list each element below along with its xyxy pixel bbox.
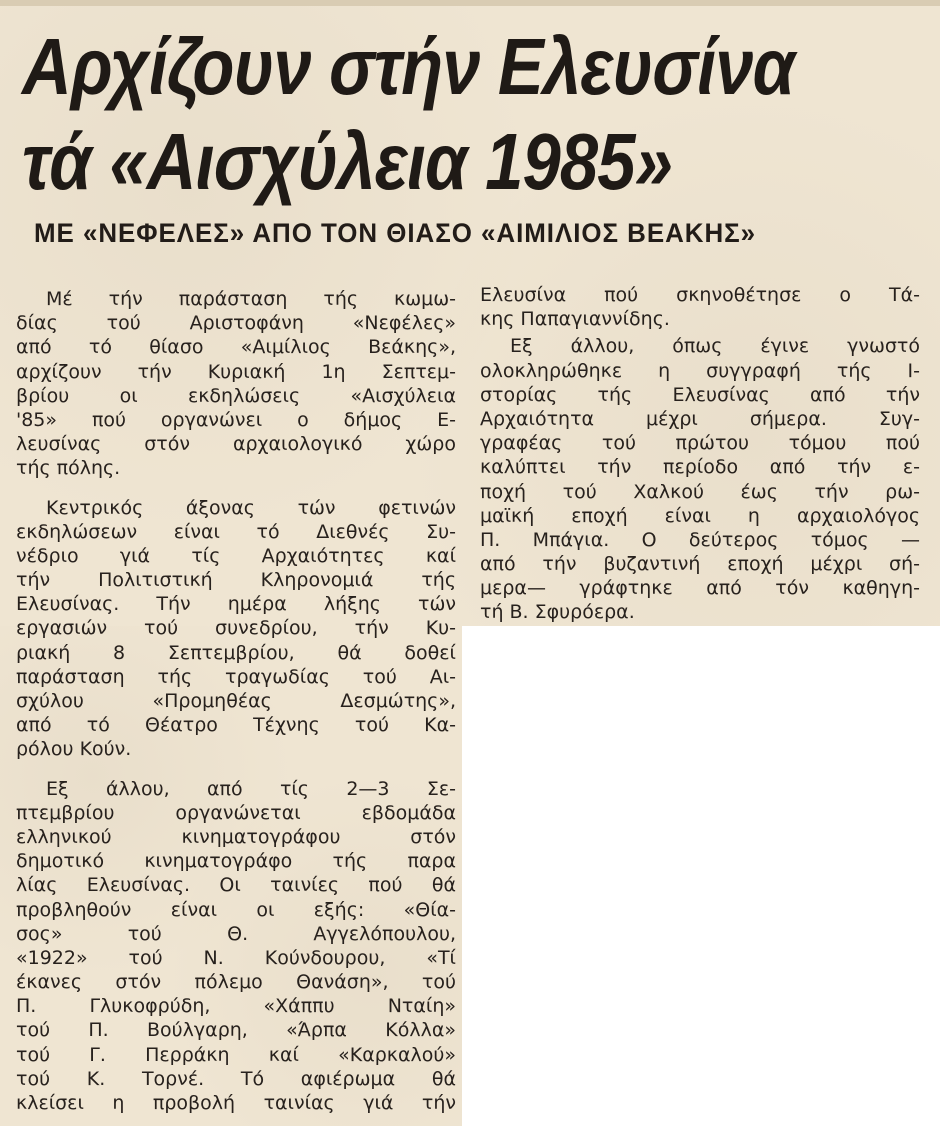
text-line: στορίας τής Ελευσίνας από τήν — [480, 383, 920, 406]
text-line: Κεντρικός άξονας τών φετινών — [46, 496, 456, 519]
text-line: μαϊκή εποχή είναι η αρχαιολόγος — [480, 504, 920, 527]
text-line: πτεμβρίου οργανώνεται εβδομάδα — [16, 801, 456, 824]
text-line: γραφέας τού πρώτου τόμου πού — [480, 432, 920, 455]
paper-top-edge — [0, 0, 940, 6]
text-line: ποχή τού Χαλκού έως τήν ρω- — [480, 480, 920, 503]
text-line: τού Κ. Τορνέ. Τό αφιέρωμα θά — [16, 1067, 456, 1090]
text-line: δημοτικό κινηματογράφο τής παρα — [16, 850, 456, 873]
text-line: ολοκληρώθηκε η συγγραφή τής Ι- — [480, 359, 920, 382]
text-line: τού Γ. Περράκη καί «Καρκαλού» — [16, 1043, 456, 1066]
paragraph — [16, 496, 456, 762]
article-column-right — [480, 283, 920, 640]
text-line: Μέ τήν παράσταση τής κωμω- — [46, 288, 456, 310]
text-line: εργασιών τού συνεδρίου, τήν Κυ- — [16, 617, 456, 640]
text-line: Π. Γλυκοφρύδη, «Χάππυ Νταίη» — [16, 995, 456, 1018]
text-line: τήν Πολιτιστική Κληρονομιά τής — [16, 569, 456, 592]
text-line: τή Β. Σφυρόερα. — [480, 601, 635, 624]
paragraph — [16, 777, 456, 1116]
text-line: κλείσει η προβολή ταινίας γιά τήν — [16, 1092, 456, 1114]
text-line: βρίου οι εκδηλώσεις «Αισχύλεια — [16, 384, 456, 407]
text-line: αρχίζουν τήν Κυριακή 1η Σεπτεμ- — [16, 360, 456, 383]
text-line: παράσταση τής τραγωδίας τού Αι- — [16, 665, 456, 688]
text-line: έκανες στόν πόλεμο Θανάση», τού — [16, 971, 456, 994]
text-line: ριακή 8 Σεπτεμβρίου, θά δοθεί — [16, 641, 456, 664]
text-line: δίας τού Αριστοφάνη «Νεφέλες» — [16, 312, 456, 335]
text-line: από τό θίασο «Αιμίλιος Βεάκης», — [16, 336, 456, 359]
text-line: Ελευσίνας. Τήν ημέρα λήξης τών — [16, 593, 456, 616]
paragraph — [16, 287, 456, 481]
text-line: σος» τού Θ. Αγγελόπουλου, — [16, 922, 456, 945]
text-line: καλύπτει τήν περίοδο από τήν ε- — [480, 456, 920, 479]
text-line: εκδηλώσεων είναι τό Διεθνές Συ- — [16, 520, 456, 543]
text-line: Ελευσίνα πού σκηνοθέτησε ο Τά- — [480, 284, 920, 306]
text-line: ρόλου Κούν. — [16, 738, 132, 761]
text-line: κης Παπαγιαννίδης. — [480, 308, 670, 331]
subheadline: ΜΕ «ΝΕΦΕΛΕΣ» ΑΠΟ ΤΟΝ ΘΙΑΣΟ «ΑΙΜΙΛΙΟΣ ΒΕΑΚΗΣ» — [34, 218, 757, 248]
text-line: τής πόλης. — [16, 457, 121, 480]
headline-line-1: Αρχίζουν στήν Ελευσίνα — [22, 22, 795, 111]
text-line: Εξ άλλου, από τίς 2—3 Σε- — [46, 777, 456, 800]
text-line: λευσίνας στόν αρχαιολογικό χώρο — [16, 433, 456, 456]
text-line: νέδριο γιά τίς Αρχαιότητες καί — [16, 544, 456, 567]
text-line: προβληθούν είναι οι εξής: «Θία- — [16, 898, 456, 921]
text-line: τού Π. Βούλγαρη, «Άρπα Κόλλα» — [16, 1019, 456, 1042]
text-line: από τό Θέατρο Τέχνης τού Κα- — [16, 714, 456, 737]
text-line: Π. Μπάγια. Ο δεύτερος τόμος — — [480, 528, 920, 551]
article-column-left — [16, 287, 456, 1126]
text-line: από τήν βυζαντινή εποχή μέχρι σή- — [480, 553, 920, 576]
headline-line-2: τά «Αισχύλεια 1985» — [22, 117, 673, 206]
paragraph — [480, 334, 920, 624]
text-line: σχύλου «Προμηθέας Δεσμώτης», — [16, 690, 456, 712]
text-line: Εξ άλλου, όπως έγινε γνωστό — [510, 335, 920, 358]
text-line: λίας Ελευσίνας. Οι ταινίες πού θά — [16, 874, 456, 897]
text-line: '85» πού οργανώνει ο δήμος Ε- — [16, 408, 456, 431]
text-line: Αρχαιότητα μέχρι σήμερα. Συγ- — [480, 407, 920, 430]
paragraph — [480, 283, 920, 331]
text-line: ελληνικού κινηματογράφου στόν — [16, 825, 456, 848]
text-line: μερα— γράφτηκε από τόν καθηγη- — [480, 577, 920, 600]
text-line: «1922» τού Ν. Κούνδουρου, «Τί — [16, 946, 456, 969]
